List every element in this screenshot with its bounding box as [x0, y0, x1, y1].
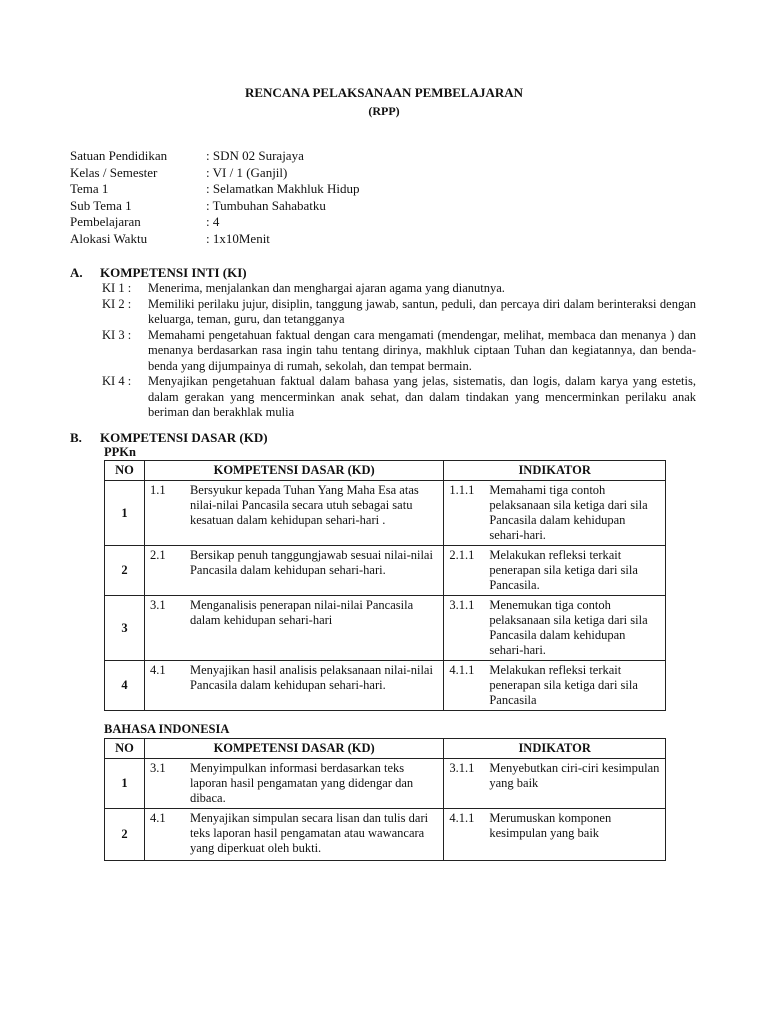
ki-text: Menyajikan pengetahuan faktual dalam bahasa yang jelas, sistematis, dan logis, dalam karya yang estetis, dalam gerakan yang mencerminkan anak sehat, dan dalam tindakan yang mencerminkan perilaku anak beriman dan berakhlak mulia: [148, 374, 696, 419]
meta-row: [70, 181, 359, 198]
indikator-text: Melakukan refleksi terkait penerapan sila ketiga dari sila Pancasila: [489, 663, 638, 707]
kd-cell: [144, 759, 443, 809]
kd-code: 3.1: [149, 761, 166, 775]
meta-label: Tema 1: [70, 181, 109, 196]
kd-cell: [144, 546, 443, 596]
indikator-cell: [444, 661, 666, 711]
meta-row: [70, 165, 359, 182]
indikator-code: 1.1.1: [449, 483, 475, 497]
table-header-row: [105, 739, 666, 759]
meta-row: [70, 198, 359, 215]
indikator-cell: [444, 596, 666, 661]
subject-ppkn: PPKn: [104, 445, 136, 459]
ppkn-kd-table: [104, 460, 666, 711]
meta-value: : VI / 1 (Ganjil): [206, 164, 288, 180]
row-number: 2: [105, 546, 145, 596]
indikator-code: 4.1.1: [449, 663, 475, 677]
indikator-code: 3.1.1: [449, 761, 475, 775]
kd-cell: [144, 481, 443, 546]
kd-code: 1.1: [149, 483, 166, 497]
header-kd: KOMPETENSI DASAR (KD): [144, 739, 443, 759]
row-number: 4: [105, 661, 145, 711]
meta-row: [70, 231, 359, 248]
kd-text: Menganalisis penerapan nilai-nilai Pancasila dalam kehidupan sehari-hari: [189, 598, 414, 627]
ki-text: Memahami pengetahuan faktual dengan cara mengamati (mendengar, melihat, membaca dan menanya ) dan menanya berdasarkan rasa ingin tahu tentang dirinya, makhluk ciptaan Tuhan dan kegiatannya, dan benda-benda yang dijumpainya di rumah, sekolah, dan tempat bermain.: [148, 327, 696, 373]
identity-block: [70, 148, 359, 247]
row-number: 2: [105, 809, 145, 861]
meta-value: : Selamatkan Makhluk Hidup: [206, 181, 360, 196]
ki-item: [102, 281, 696, 297]
table-row: [105, 481, 666, 546]
document-subtitle: (RPP): [368, 104, 400, 118]
kd-cell: [144, 661, 443, 711]
section-b-title: KOMPETENSI DASAR (KD): [100, 430, 268, 445]
indikator-code: 4.1.1: [449, 811, 475, 825]
indikator-text: Menemukan tiga contoh pelaksanaan sila ketiga dari sila Pancasila dalam kehidupan sehari-hari.: [489, 598, 648, 657]
row-number: 1: [105, 759, 145, 809]
kd-code: 4.1: [149, 811, 166, 825]
meta-label: Kelas / Semester: [70, 164, 158, 180]
meta-value: : 4: [206, 214, 220, 229]
section-a-heading: [70, 265, 247, 281]
row-number: 1: [105, 481, 145, 546]
table-row: [105, 661, 666, 711]
indikator-text: Merumuskan komponen kesimpulan yang baik: [489, 811, 612, 840]
bahasa-kd-table: [104, 738, 666, 861]
table-row: [105, 759, 666, 809]
ki-code: KI 4 :: [102, 374, 132, 388]
indikator-cell: [444, 759, 666, 809]
kd-text: Bersyukur kepada Tuhan Yang Maha Esa atas nilai-nilai Pancasila secara utuh sebagai satu kesatuan dalam kehidupan sehari-hari .: [189, 483, 419, 527]
table-row: [105, 809, 666, 861]
indikator-text: Menyebutkan ciri-ciri kesimpulan yang baik: [489, 761, 660, 790]
ki-item: [102, 374, 696, 421]
header-kd: KOMPETENSI DASAR (KD): [144, 461, 443, 481]
ki-code: KI 3 :: [102, 327, 132, 342]
table-header-row: [105, 461, 666, 481]
ki-list: [102, 281, 696, 421]
ki-item: [102, 297, 696, 328]
kd-text: Menyajikan simpulan secara lisan dan tulis dari teks laporan hasil pengamatan atau wawancara yang diperkuat oleh bukti.: [189, 811, 429, 855]
meta-row: [70, 148, 359, 165]
indikator-code: 2.1.1: [449, 548, 475, 562]
section-b-letter: B.: [70, 430, 82, 445]
section-a-letter: A.: [70, 265, 83, 280]
kd-cell: [144, 596, 443, 661]
subject-bahasa-indonesia: BAHASA INDONESIA: [104, 722, 230, 736]
indikator-cell: [444, 546, 666, 596]
kd-code: 4.1: [149, 663, 166, 677]
kd-text: Bersikap penuh tanggungjawab sesuai nilai-nilai Pancasila dalam kehidupan sehari-hari.: [189, 548, 433, 577]
document-title: RENCANA PELAKSANAAN PEMBELAJARAN: [244, 85, 524, 100]
meta-value: : 1x10Menit: [206, 230, 270, 246]
header-no: NO: [105, 461, 145, 481]
table-row: [105, 546, 666, 596]
ki-text: Memiliki perilaku jujur, disiplin, tanggung jawab, santun, peduli, dan percaya diri dalam berinteraksi dengan keluarga, teman, guru, dan tetangganya: [148, 296, 696, 326]
ki-code: KI 1 :: [102, 281, 132, 295]
kd-text: Menyajikan hasil analisis pelaksanaan nilai-nilai Pancasila dalam kehidupan sehari-hari.: [189, 663, 433, 692]
row-number: 3: [105, 596, 145, 661]
meta-label: Sub Tema 1: [70, 197, 132, 213]
header-no: NO: [105, 739, 145, 759]
header-indikator: INDIKATOR: [444, 461, 666, 481]
indikator-cell: [444, 481, 666, 546]
kd-code: 2.1: [149, 548, 166, 562]
ki-code: KI 2 :: [102, 296, 132, 311]
ki-text: Menerima, menjalankan dan menghargai ajaran agama yang dianutnya.: [148, 281, 505, 295]
meta-label: Alokasi Waktu: [70, 230, 148, 246]
section-b-heading: [70, 430, 268, 446]
meta-row: [70, 214, 359, 231]
kd-text: Menyimpulkan informasi berdasarkan teks laporan hasil pengamatan yang didengar dan dibaca.: [189, 761, 414, 805]
meta-label: Pembelajaran: [70, 214, 141, 229]
kd-cell: [144, 809, 443, 861]
meta-value: : Tumbuhan Sahabatku: [206, 197, 326, 213]
table-row: [105, 596, 666, 661]
header-indikator: INDIKATOR: [444, 739, 666, 759]
indikator-code: 3.1.1: [449, 598, 475, 612]
indikator-text: Memahami tiga contoh pelaksanaan sila ketiga dari sila Pancasila dalam kehidupan sehari-hari.: [489, 483, 648, 542]
meta-value: : SDN 02 Surajaya: [206, 148, 304, 163]
kd-code: 3.1: [149, 598, 166, 612]
indikator-text: Melakukan refleksi terkait penerapan sila ketiga dari sila Pancasila.: [489, 548, 638, 592]
meta-label: Satuan Pendidikan: [70, 148, 168, 163]
section-a-title: KOMPETENSI INTI (KI): [100, 265, 247, 280]
indikator-cell: [444, 809, 666, 861]
ki-item: [102, 328, 696, 375]
